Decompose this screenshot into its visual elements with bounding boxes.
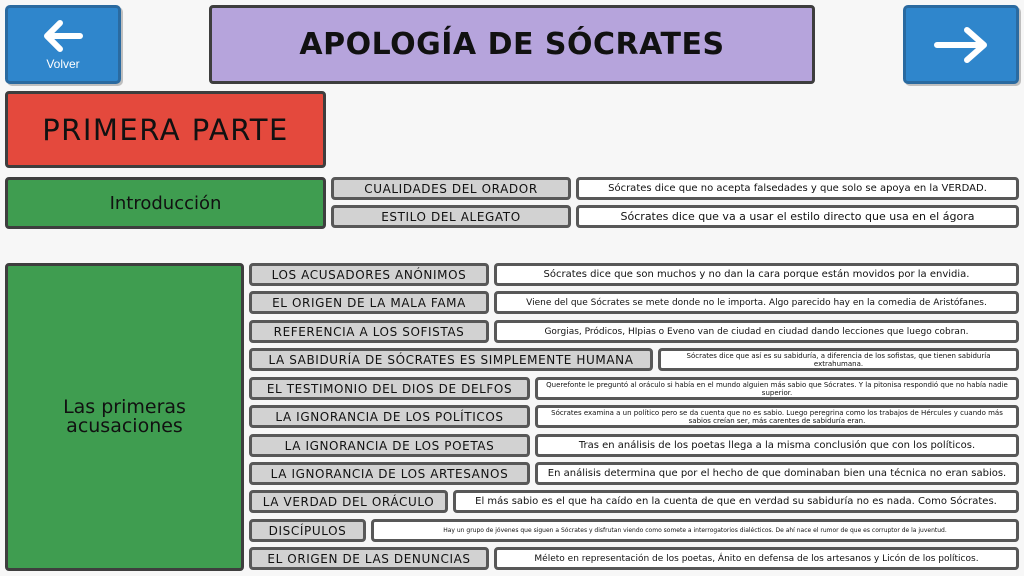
part-title: PRIMERA PARTE [5, 91, 326, 168]
accusation-item-button[interactable]: DISCÍPULOS [249, 519, 366, 542]
arrow-left-icon [42, 19, 84, 53]
intro-item-button[interactable]: CUALIDADES DEL ORADOR [331, 177, 571, 200]
accusation-item-text: Méleto en representación de los poetas, Ánito en defensa de los artesanos y Licón de los políticos. [494, 547, 1019, 570]
intro-item-text: Sócrates dice que va a usar el estilo directo que usa en el ágora [576, 205, 1019, 228]
accusation-item-button[interactable]: LA SABIDURÍA DE SÓCRATES ES SIMPLEMENTE HUMANA [249, 348, 653, 371]
page-title: APOLOGÍA DE SÓCRATES [209, 5, 815, 84]
accusation-item-button[interactable]: EL ORIGEN DE LAS DENUNCIAS [249, 547, 489, 570]
accusation-item-text: Hay un grupo de jóvenes que siguen a Sócrates y disfrutan viendo como somete a interrogatorios dialécticos. De ahí nace el rumor de que es corruptor de la juventud. [371, 519, 1019, 542]
accusation-item-text: Sócrates dice que son muchos y no dan la cara porque están movidos por la envidia. [494, 263, 1019, 286]
intro-item-button[interactable]: ESTILO DEL ALEGATO [331, 205, 571, 228]
accusation-item-text: En análisis determina que por el hecho de que dominaban bien una técnica no eran sabios. [535, 462, 1019, 485]
accusation-item-text: Querefonte le preguntó al oráculo si había en el mundo alguien más sabio que Sócrates. Y la pitonisa respondió que no había nadie superior. [535, 377, 1019, 400]
accusation-item-button[interactable]: LOS ACUSADORES ANÓNIMOS [249, 263, 489, 286]
back-label: Volver [46, 56, 80, 71]
accusation-item-text: Gorgias, Pródicos, HIpias o Eveno van de ciudad en ciudad dando lecciones que luego cobran. [494, 320, 1019, 343]
accusation-item-text: Viene del que Sócrates se mete donde no le importa. Algo parecido hay en la comedia de Aristófanes. [494, 291, 1019, 314]
intro-item-text: Sócrates dice que no acepta falsedades y que solo se apoya en la VERDAD. [576, 177, 1019, 200]
accusation-item-text: Sócrates examina a un político pero se da cuenta que no es sabio. Luego peregrina como los trabajos de Hércules y cuando más sabios creían ser, más carentes de sabiduría eran. [535, 405, 1019, 428]
forward-button[interactable] [903, 5, 1019, 84]
arrow-right-icon [933, 25, 989, 65]
accusation-item-button[interactable]: REFERENCIA A LOS SOFISTAS [249, 320, 489, 343]
accusation-item-button[interactable]: LA VERDAD DEL ORÁCULO [249, 490, 448, 513]
accusations-section-label: Las primeras acusaciones [5, 263, 244, 571]
accusation-item-button[interactable]: LA IGNORANCIA DE LOS ARTESANOS [249, 462, 530, 485]
accusation-item-text: Sócrates dice que así es su sabiduría, a diferencia de los sofistas, que tienen sabiduría extrahumana. [658, 348, 1019, 371]
accusation-item-button[interactable]: LA IGNORANCIA DE LOS POLÍTICOS [249, 405, 530, 428]
accusation-item-button[interactable]: EL ORIGEN DE LA MALA FAMA [249, 291, 489, 314]
accusation-item-button[interactable]: EL TESTIMONIO DEL DIOS DE DELFOS [249, 377, 530, 400]
accusation-item-button[interactable]: LA IGNORANCIA DE LOS POETAS [249, 434, 530, 457]
accusation-item-text: El más sabio es el que ha caído en la cuenta de que en verdad su sabiduría no es nada. Como Sócrates. [453, 490, 1019, 513]
accusation-item-text: Tras en análisis de los poetas llega a la misma conclusión que con los políticos. [535, 434, 1019, 457]
back-button[interactable] [5, 5, 121, 84]
intro-section-label: Introducción [5, 177, 326, 229]
